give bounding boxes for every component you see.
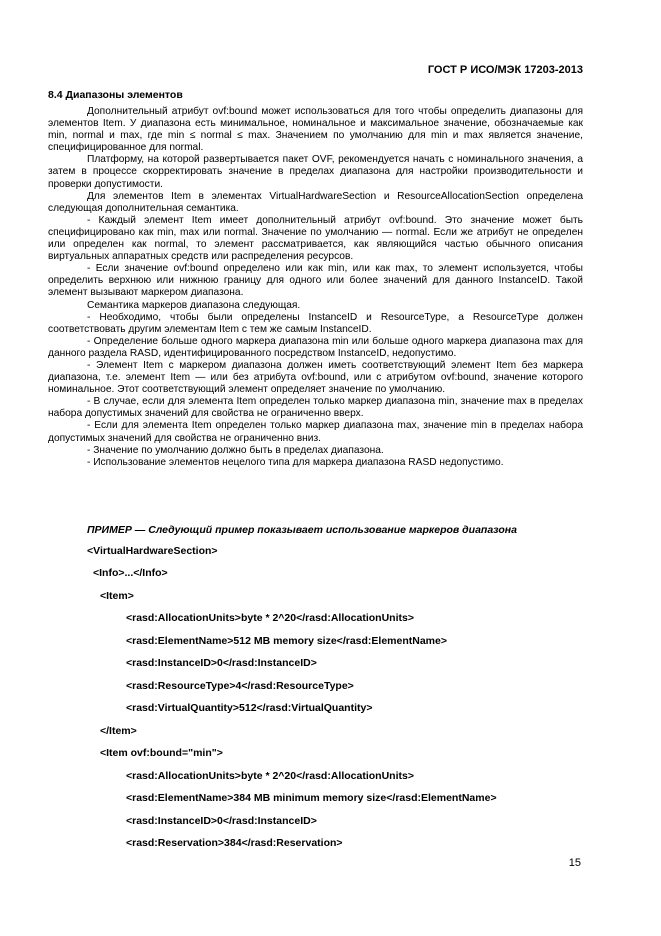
code-line: <rasd:InstanceID>0</rasd:InstanceID> xyxy=(126,815,317,827)
page-number: 15 xyxy=(568,857,581,869)
paragraph: - Необходимо, чтобы были определены InstanceID и ResourceType, а ResourceType должен соответствовать другим элементам Item с тем же самым InstanceID. xyxy=(48,311,583,335)
paragraph: Дополнительный атрибут ovf:bound может использоваться для того чтобы определить диапазоны для элементов Item. У диапазона есть минимальное, номинальное и максимальное значение, обозначаемые как min, normal и max, где min ≤ normal ≤ max. Значением по умолчанию для min и max является значение, специфицированное для normal. xyxy=(48,106,583,154)
section-title: 8.4 Диапазоны элементов xyxy=(48,89,183,101)
code-line: <rasd:ResourceType>4</rasd:ResourceType> xyxy=(126,680,354,692)
code-line: <Item> xyxy=(100,590,134,602)
body-text xyxy=(48,106,583,469)
code-line: <Info>...</Info> xyxy=(93,567,168,579)
document-header: ГОСТ Р ИСО/МЭК 17203-2013 xyxy=(427,64,583,76)
code-line: <rasd:InstanceID>0</rasd:InstanceID> xyxy=(126,657,317,669)
paragraph: - Определение больше одного маркера диапазона min или больше одного маркера диапазона max для данного раздела RASD, идентифицированного посредством InstanceID, недопустимо. xyxy=(48,335,583,359)
code-line: <rasd:Reservation>384</rasd:Reservation> xyxy=(126,837,343,849)
code-line: <rasd:AllocationUnits>byte * 2^20</rasd:AllocationUnits> xyxy=(126,612,414,624)
paragraph: Для элементов Item в элементах VirtualHardwareSection и ResourceAllocationSection определена следующая дополнительная семантика. xyxy=(48,190,583,214)
code-line: <Item ovf:bound="min"> xyxy=(100,747,223,759)
code-line: <rasd:ElementName>384 MB minimum memory size</rasd:ElementName> xyxy=(126,792,497,804)
paragraph: - Использование элементов нецелого типа для маркера диапазона RASD недопустимо. xyxy=(87,456,504,468)
code-line: <VirtualHardwareSection> xyxy=(87,545,218,557)
code-line: </Item> xyxy=(100,725,137,737)
paragraph: - Значение по умолчанию должно быть в пределах диапазона. xyxy=(87,444,384,456)
paragraph: - В случае, если для элемента Item определен только маркер диапазона min, значение max в пределах набора допустимых значений для свойства не ограниченно вверх. xyxy=(48,396,583,420)
code-line: <rasd:ElementName>512 MB memory size</rasd:ElementName> xyxy=(126,635,447,647)
code-line: <rasd:VirtualQuantity>512</rasd:VirtualQuantity> xyxy=(126,702,373,714)
paragraph: Платформу, на которой развертывается пакет OVF, рекомендуется начать с номинального значения, а затем в процессе скорректировать значение в пределах диапазона для настройки производительности и проверки допустимости. xyxy=(48,154,583,190)
example-title: ПРИМЕР — Следующий пример показывает использование маркеров диапазона xyxy=(87,524,517,536)
paragraph: - Элемент Item с маркером диапазона должен иметь соответствующий элемент Item без маркера диапазона, т.е. элемент Item — или без атрибута ovf:bound, или с атрибутом ovf:bound, значение которого номинальное. Этот соответствующий элемент определяет значение по умолчанию. xyxy=(48,359,583,396)
paragraph: - Каждый элемент Item имеет дополнительный атрибут ovf:bound. Это значение может быть специфицировано как min, max или normal. Значение по умолчанию — normal. Если же атрибут не определен или определен как normal, то элемент рассматривается, как являющийся частью обычного описания виртуальных аппаратных средств или распределения ресурсов. xyxy=(48,214,583,263)
code-line: <rasd:AllocationUnits>byte * 2^20</rasd:AllocationUnits> xyxy=(126,770,414,782)
paragraph: - Если значение ovf:bound определено или как min, или как max, то элемент используется, чтобы определить верхнюю или нижнюю границу для одного или более значений для данного InstanceID. Такой элемент вызывают маркером диапазона. xyxy=(48,263,583,299)
paragraph: Семантика маркеров диапазона следующая. xyxy=(87,299,301,311)
paragraph: - Если для элемента Item определен только маркер диапазона max, значение min в пределах набора допустимых значений для свойства не ограниченно вниз. xyxy=(48,420,583,444)
